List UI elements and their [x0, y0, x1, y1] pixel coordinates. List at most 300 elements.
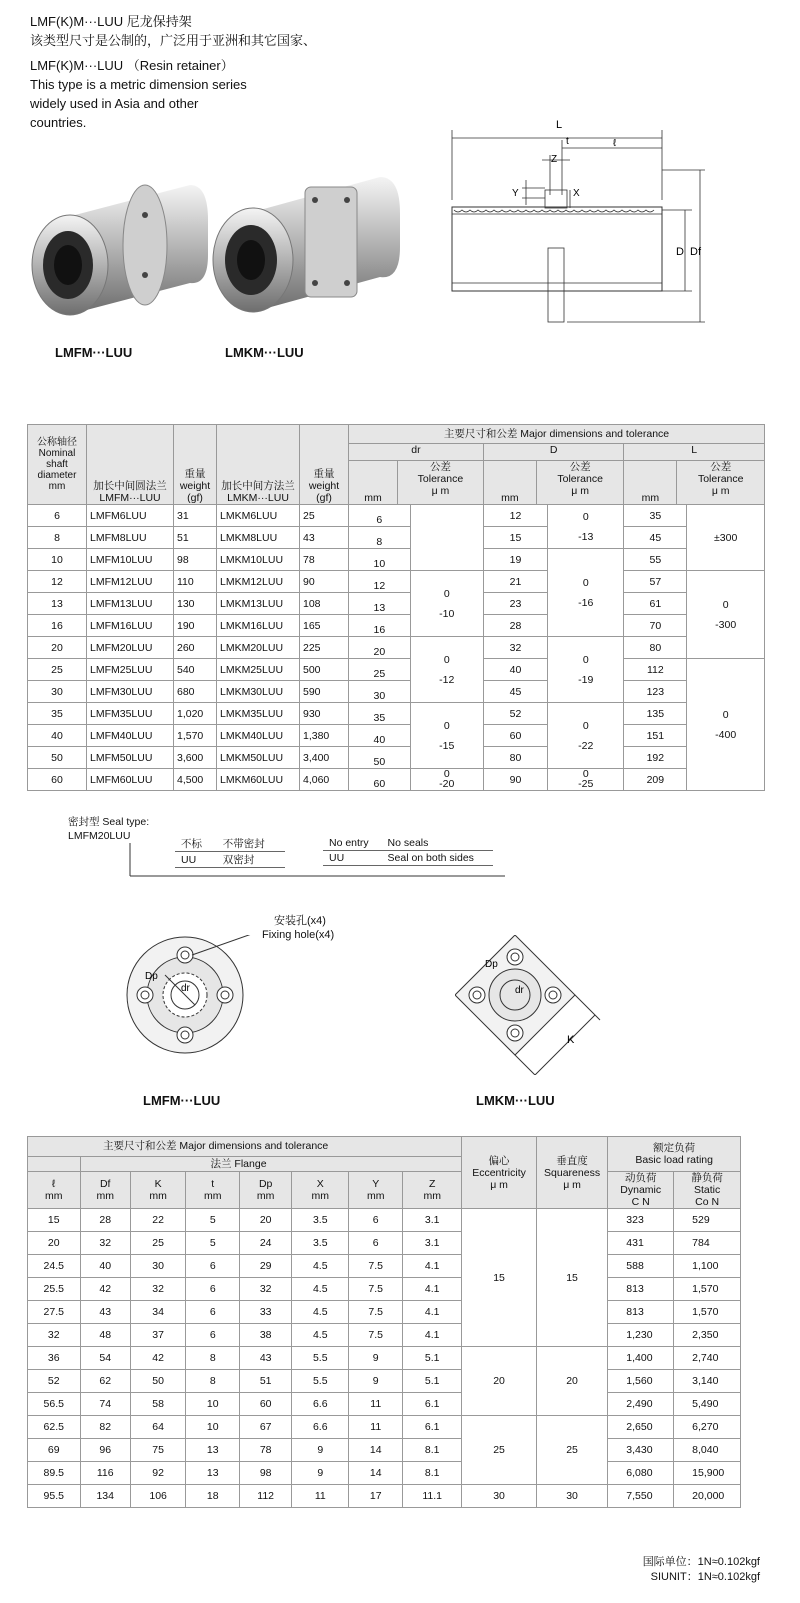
table2-cell: 22: [130, 1209, 185, 1232]
lmkm-flange-caption: LMKM···LUU: [476, 1093, 555, 1108]
table1-cell: 90: [300, 571, 349, 593]
table1-cell: 51: [174, 527, 217, 549]
table2-cell: 6: [349, 1209, 403, 1232]
table1-dr-tol: 0 -20: [410, 769, 483, 791]
table2-cell: 3,140: [674, 1370, 741, 1393]
label-l: ℓ: [613, 138, 617, 149]
table2-cell: 7.5: [349, 1324, 403, 1347]
table1-D-mm: 23: [483, 593, 547, 615]
table2-ecc-value: 15: [462, 1209, 537, 1347]
table1-L-tol: ±300: [687, 505, 765, 571]
table2-cell: 4.1: [403, 1301, 462, 1324]
table1-cell: 20: [28, 637, 87, 659]
table1-row: [28, 681, 765, 703]
table2-cell: 96: [80, 1439, 130, 1462]
table2-row: [28, 1347, 741, 1370]
table2-cell: 323: [608, 1209, 674, 1232]
table1-dr-mm: 35: [349, 703, 411, 725]
table1-cell: 190: [174, 615, 217, 637]
table1-cell: 4,500: [174, 769, 217, 791]
lmfm-product-photo: [20, 175, 210, 325]
table2-cell: 4.1: [403, 1324, 462, 1347]
t2-col-header: K mm: [130, 1172, 185, 1209]
th-D: D mm 公差 Tolerance μ m: [483, 444, 624, 505]
table1-cell: 225: [300, 637, 349, 659]
table2-row: [28, 1462, 741, 1485]
table2-cell: 5,490: [674, 1393, 741, 1416]
units-note: [643, 1555, 760, 1585]
t2-stat-header: 静负荷 Static Co N: [674, 1172, 741, 1209]
table2-row: [28, 1278, 741, 1301]
table1-L-mm: 80: [624, 637, 687, 659]
table2-cell: 89.5: [28, 1462, 81, 1485]
table2-cell: 30: [130, 1255, 185, 1278]
table2-cell: 98: [240, 1462, 292, 1485]
table2-cell: 1,100: [674, 1255, 741, 1278]
table1-cell: 31: [174, 505, 217, 527]
table2-cell: 588: [608, 1255, 674, 1278]
table2-cell: 8.1: [403, 1462, 462, 1485]
table2-cell: 3.5: [292, 1232, 349, 1255]
th-dr: dr mm 公差 Tolerance μ m: [349, 444, 484, 505]
lmfm-dp-label: Dp: [145, 971, 158, 982]
table2-cell: 15,900: [674, 1462, 741, 1485]
table1-cell: LMFM40LUU: [87, 725, 174, 747]
table1-L-mm: 209: [624, 769, 687, 791]
table1-row: [28, 659, 765, 681]
table1-cell: 165: [300, 615, 349, 637]
t2-col-header: Y mm: [349, 1172, 403, 1209]
table2-cell: 6.6: [292, 1416, 349, 1439]
table2-cell: 13: [186, 1462, 240, 1485]
table2-cell: 3.1: [403, 1209, 462, 1232]
table1-D-tol: 0 -16: [548, 549, 624, 637]
seal-table-cn: [175, 836, 285, 868]
table1-L-mm: 70: [624, 615, 687, 637]
table1-row: [28, 747, 765, 769]
table2-cell: 50: [130, 1370, 185, 1393]
table2-row: [28, 1301, 741, 1324]
table2-cell: 32: [80, 1232, 130, 1255]
table1-row: [28, 615, 765, 637]
table2-cell: 78: [240, 1439, 292, 1462]
table2-cell: 11: [292, 1485, 349, 1508]
table2-cell: 25.5: [28, 1278, 81, 1301]
th-L: L mm 公差 Tolerance μ m: [624, 444, 765, 505]
table2-cell: 134: [80, 1485, 130, 1508]
table2-cell: 4.5: [292, 1255, 349, 1278]
table1-cell: 12: [28, 571, 87, 593]
table2-cell: 33: [240, 1301, 292, 1324]
table2-cell: 75: [130, 1439, 185, 1462]
table1-D-tol: 0 -25: [548, 769, 624, 791]
table2-cell: 20: [240, 1209, 292, 1232]
table1-cell: LMFM60LUU: [87, 769, 174, 791]
table2-cell: 2,740: [674, 1347, 741, 1370]
table1-cell: LMFM30LUU: [87, 681, 174, 703]
table1-dr-tol: [410, 505, 483, 571]
table2-cell: 64: [130, 1416, 185, 1439]
lmkm-product-photo: [205, 165, 405, 325]
table1-cell: 1,570: [174, 725, 217, 747]
t2-sq: 垂直度 Squareness μ m: [536, 1137, 607, 1209]
table2-cell: 5.1: [403, 1370, 462, 1393]
table1-D-mm: 90: [483, 769, 547, 791]
label-D: D: [676, 246, 684, 258]
table1-L-mm: 123: [624, 681, 687, 703]
table1-D-mm: 40: [483, 659, 547, 681]
t2-ecc: 偏心 Eccentricity μ m: [462, 1137, 537, 1209]
table2-cell: 82: [80, 1416, 130, 1439]
lmkm-flange-drawing: [455, 935, 625, 1075]
table2-cell: 6: [186, 1278, 240, 1301]
table2-cell: 27.5: [28, 1301, 81, 1324]
seal-cn-desc-2: 双密封: [217, 852, 285, 868]
table2-cell: 6.1: [403, 1393, 462, 1416]
table2-cell: 42: [130, 1347, 185, 1370]
intro-en-line2: widely used in Asia and other: [30, 96, 199, 111]
table1-cell: LMFM20LUU: [87, 637, 174, 659]
table2-cell: 32: [28, 1324, 81, 1347]
table2-cell: 6: [186, 1301, 240, 1324]
table2-sq-value: 30: [536, 1485, 607, 1508]
table2-cell: 7.5: [349, 1301, 403, 1324]
th-major: 主要尺寸和公差 Major dimensions and tolerance: [349, 425, 765, 444]
lmfm-flange-caption: LMFM···LUU: [143, 1093, 221, 1108]
table1-cell: LMKM50LUU: [217, 747, 300, 769]
table1-row: [28, 527, 765, 549]
table2-body: [28, 1209, 741, 1508]
table2-cell: 6: [186, 1255, 240, 1278]
table1-cell: 35: [28, 703, 87, 725]
table2-cell: 106: [130, 1485, 185, 1508]
table2-cell: 32: [240, 1278, 292, 1301]
table1-row: [28, 769, 765, 791]
intro-cn-title: LMF(K)M···LUU 尼龙保持架: [30, 14, 192, 29]
table1-dr-mm: 25: [349, 659, 411, 681]
table1-D-mm: 32: [483, 637, 547, 659]
major-dimensions-table: [27, 424, 765, 791]
table1-cell: 6: [28, 505, 87, 527]
table1-cell: 13: [28, 593, 87, 615]
lmkm-dp-label: Dp: [485, 959, 498, 970]
table1-L-mm: 192: [624, 747, 687, 769]
flange-dimensions-table: [27, 1136, 741, 1508]
table2-cell: 14: [349, 1439, 403, 1462]
table2-cell: 11: [349, 1416, 403, 1439]
table2-ecc-value: 25: [462, 1416, 537, 1485]
table1-dr-mm: 6: [349, 505, 411, 527]
table1-cell: 40: [28, 725, 87, 747]
table1-cell: 930: [300, 703, 349, 725]
table2-cell: 6: [349, 1232, 403, 1255]
lmfm-flange-drawing: [115, 935, 355, 1075]
table1-dr-tol: 0 -10: [410, 571, 483, 637]
table1-D-tol: 0 -13: [548, 505, 624, 549]
table1-body: [28, 505, 765, 791]
table1-L-mm: 61: [624, 593, 687, 615]
table2-row: [28, 1324, 741, 1347]
label-X: X: [573, 188, 580, 199]
table2-cell: 14: [349, 1462, 403, 1485]
table2-cell: 8,040: [674, 1439, 741, 1462]
label-L: L: [556, 119, 563, 131]
units-cn: 国际单位：1N≈0.102kgf: [642, 1556, 760, 1568]
table1-D-mm: 21: [483, 571, 547, 593]
table2-cell: 67: [240, 1416, 292, 1439]
table1-cell: 25: [300, 505, 349, 527]
table2-cell: 1,560: [608, 1370, 674, 1393]
table1-cell: 260: [174, 637, 217, 659]
table2-cell: 1,570: [674, 1301, 741, 1324]
table2-cell: 4.1: [403, 1255, 462, 1278]
table2-cell: 5.5: [292, 1370, 349, 1393]
table1-L-mm: 112: [624, 659, 687, 681]
table2-cell: 38: [240, 1324, 292, 1347]
table1-D-tol: 0 -19: [548, 637, 624, 703]
fixing-hole-label: 安装孔(x4) Fixing hole(x4): [262, 915, 335, 941]
t2-col-header: Df mm: [80, 1172, 130, 1209]
table1-row: [28, 571, 765, 593]
intro-en-line3: countries.: [30, 115, 87, 130]
table1-cell: 1,380: [300, 725, 349, 747]
table2-cell: 5.5: [292, 1347, 349, 1370]
t2-major: 主要尺寸和公差 Major dimensions and tolerance: [28, 1137, 462, 1157]
table1-cell: LMKM60LUU: [217, 769, 300, 791]
table2-cell: 11.1: [403, 1485, 462, 1508]
table2-cell: 29: [240, 1255, 292, 1278]
table2-cell: 2,490: [608, 1393, 674, 1416]
table1-L-mm: 55: [624, 549, 687, 571]
table2-cell: 112: [240, 1485, 292, 1508]
table1-L-tol: 0 -300: [687, 571, 765, 659]
th-lmfm: 加长中间圆法兰 LMFM···LUU: [87, 425, 174, 505]
table1-L-mm: 45: [624, 527, 687, 549]
table2-cell: 74: [80, 1393, 130, 1416]
table2-cell: 28: [80, 1209, 130, 1232]
table1-L-mm: 35: [624, 505, 687, 527]
table2-cell: 20: [28, 1232, 81, 1255]
table1-row: [28, 549, 765, 571]
t2-col-header: ℓ mm: [28, 1172, 81, 1209]
table1-D-mm: 52: [483, 703, 547, 725]
dimension-drawing: [430, 110, 720, 325]
table2-cell: 5: [186, 1232, 240, 1255]
table2-cell: 95.5: [28, 1485, 81, 1508]
table1-cell: 4,060: [300, 769, 349, 791]
table2-cell: 3,430: [608, 1439, 674, 1462]
table2-row: [28, 1209, 741, 1232]
table1-cell: 108: [300, 593, 349, 615]
seal-en-code-1: No entry: [323, 836, 382, 851]
table2-cell: 4.1: [403, 1278, 462, 1301]
table1-L-mm: 57: [624, 571, 687, 593]
table2-row: [28, 1393, 741, 1416]
t2-flange: 法兰 Flange: [80, 1156, 462, 1171]
table1-cell: LMKM16LUU: [217, 615, 300, 637]
table1-row: [28, 505, 765, 527]
table1-row: [28, 725, 765, 747]
table2-cell: 43: [80, 1301, 130, 1324]
table1-cell: LMKM13LUU: [217, 593, 300, 615]
table2-cell: 18: [186, 1485, 240, 1508]
table1-row: [28, 703, 765, 725]
table1-dr-mm: 20: [349, 637, 411, 659]
table2-cell: 7.5: [349, 1278, 403, 1301]
table2-cell: 15: [28, 1209, 81, 1232]
table1-cell: LMFM25LUU: [87, 659, 174, 681]
table1-cell: 16: [28, 615, 87, 637]
table2-cell: 2,350: [674, 1324, 741, 1347]
table1-dr-mm: 40: [349, 725, 411, 747]
table1-cell: LMKM8LUU: [217, 527, 300, 549]
table1-L-mm: 151: [624, 725, 687, 747]
table2-sq-value: 20: [536, 1347, 607, 1416]
table1-dr-tol: 0 -12: [410, 637, 483, 703]
table2-cell: 3.5: [292, 1209, 349, 1232]
table1-cell: 60: [28, 769, 87, 791]
table2-cell: 431: [608, 1232, 674, 1255]
table2-cell: 56.5: [28, 1393, 81, 1416]
table1-cell: LMKM35LUU: [217, 703, 300, 725]
seal-cn-code-1: 不标: [175, 836, 217, 852]
table1-cell: 1,020: [174, 703, 217, 725]
table2-cell: 92: [130, 1462, 185, 1485]
table1-cell: 30: [28, 681, 87, 703]
table2-ecc-value: 20: [462, 1347, 537, 1416]
table2-ecc-value: 30: [462, 1485, 537, 1508]
table1-dr-mm: 50: [349, 747, 411, 769]
table2-cell: 51: [240, 1370, 292, 1393]
t2-col-header: X mm: [292, 1172, 349, 1209]
seal-en-desc-2: Seal on both sides: [382, 851, 493, 866]
table2-row: [28, 1485, 741, 1508]
table2-cell: 24.5: [28, 1255, 81, 1278]
table1-cell: LMFM10LUU: [87, 549, 174, 571]
table2-cell: 784: [674, 1232, 741, 1255]
table2-cell: 62.5: [28, 1416, 81, 1439]
table2-cell: 43: [240, 1347, 292, 1370]
table2-cell: 8: [186, 1347, 240, 1370]
label-Y: Y: [512, 188, 519, 199]
table1-cell: 540: [174, 659, 217, 681]
table2-cell: 13: [186, 1439, 240, 1462]
table2-cell: 62: [80, 1370, 130, 1393]
table2-cell: 10: [186, 1416, 240, 1439]
table2-cell: 7.5: [349, 1255, 403, 1278]
table2-cell: 2,650: [608, 1416, 674, 1439]
table2-row: [28, 1439, 741, 1462]
lmkm-k-label: K: [567, 1034, 575, 1046]
seal-example: LMFM20LUU: [68, 830, 131, 842]
table1-cell: LMFM8LUU: [87, 527, 174, 549]
table2-cell: 813: [608, 1301, 674, 1324]
table1-row: [28, 593, 765, 615]
seal-en-code-2: UU: [323, 851, 382, 866]
label-t: t: [566, 136, 569, 147]
table1-D-tol: 0 -22: [548, 703, 624, 769]
table1-cell: 680: [174, 681, 217, 703]
table1-cell: 590: [300, 681, 349, 703]
table1-L-tol: 0 -400: [687, 659, 765, 791]
table2-cell: 9: [349, 1347, 403, 1370]
table1-L-mm: 135: [624, 703, 687, 725]
t2-load: 额定负荷 Basic load rating: [608, 1137, 741, 1172]
table1-D-mm: 80: [483, 747, 547, 769]
table1-dr-mm: 10: [349, 549, 411, 571]
table1-dr-mm: 60: [349, 769, 411, 791]
th-weight2: 重量 weight (gf): [300, 425, 349, 505]
table1-cell: LMKM12LUU: [217, 571, 300, 593]
seal-title: 密封型 Seal type:: [68, 816, 150, 828]
table2-row: [28, 1232, 741, 1255]
table1-cell: 50: [28, 747, 87, 769]
table1-cell: 110: [174, 571, 217, 593]
th-weight1: 重量 weight (gf): [174, 425, 217, 505]
table1-cell: LMFM16LUU: [87, 615, 174, 637]
table2-cell: 40: [80, 1255, 130, 1278]
intro-cn-desc: 该类型尺寸是公制的，广泛用于亚洲和其它国家、: [30, 33, 317, 48]
lmfm-dr-label: dr: [181, 983, 190, 994]
lmfm-caption: LMFM···LUU: [55, 345, 133, 360]
table1-cell: LMFM6LUU: [87, 505, 174, 527]
table1-cell: 43: [300, 527, 349, 549]
table2-cell: 60: [240, 1393, 292, 1416]
label-Df: Df: [690, 246, 701, 258]
table2-cell: 54: [80, 1347, 130, 1370]
table1-cell: LMKM30LUU: [217, 681, 300, 703]
table2-cell: 9: [292, 1462, 349, 1485]
table2-cell: 6,270: [674, 1416, 741, 1439]
table2-cell: 116: [80, 1462, 130, 1485]
seal-table-en: [323, 836, 493, 866]
intro-en-line1: This type is a metric dimension series: [30, 77, 247, 92]
table2-cell: 8: [186, 1370, 240, 1393]
table1-cell: LMKM6LUU: [217, 505, 300, 527]
table2-cell: 69: [28, 1439, 81, 1462]
table1-cell: LMKM25LUU: [217, 659, 300, 681]
table1-D-mm: 12: [483, 505, 547, 527]
t2-col-header: Z mm: [403, 1172, 462, 1209]
seal-en-desc-1: No seals: [382, 836, 493, 851]
table2-cell: 4.5: [292, 1278, 349, 1301]
table2-cell: 25: [130, 1232, 185, 1255]
table1-cell: LMKM40LUU: [217, 725, 300, 747]
table2-cell: 17: [349, 1485, 403, 1508]
table2-cell: 6.6: [292, 1393, 349, 1416]
units-en: SIUNIT：1N≈0.102kgf: [650, 1571, 760, 1583]
seal-type-block: [68, 815, 149, 843]
table1-D-mm: 15: [483, 527, 547, 549]
table2-cell: 5.1: [403, 1347, 462, 1370]
table1-cell: 25: [28, 659, 87, 681]
lmkm-caption: LMKM···LUU: [225, 345, 304, 360]
table2-cell: 6,080: [608, 1462, 674, 1485]
table2-sq-value: 15: [536, 1209, 607, 1347]
table2-cell: 11: [349, 1393, 403, 1416]
table2-cell: 4.5: [292, 1301, 349, 1324]
intro-text: [30, 12, 316, 132]
table1-cell: 78: [300, 549, 349, 571]
th-lmkm: 加长中间方法兰 LMKM···LUU: [217, 425, 300, 505]
table1-cell: 130: [174, 593, 217, 615]
lmkm-dr-label: dr: [515, 985, 524, 996]
table1-cell: LMFM12LUU: [87, 571, 174, 593]
table2-cell: 1,400: [608, 1347, 674, 1370]
table2-cell: 4.5: [292, 1324, 349, 1347]
table1-dr-mm: 30: [349, 681, 411, 703]
table2-row: [28, 1255, 741, 1278]
